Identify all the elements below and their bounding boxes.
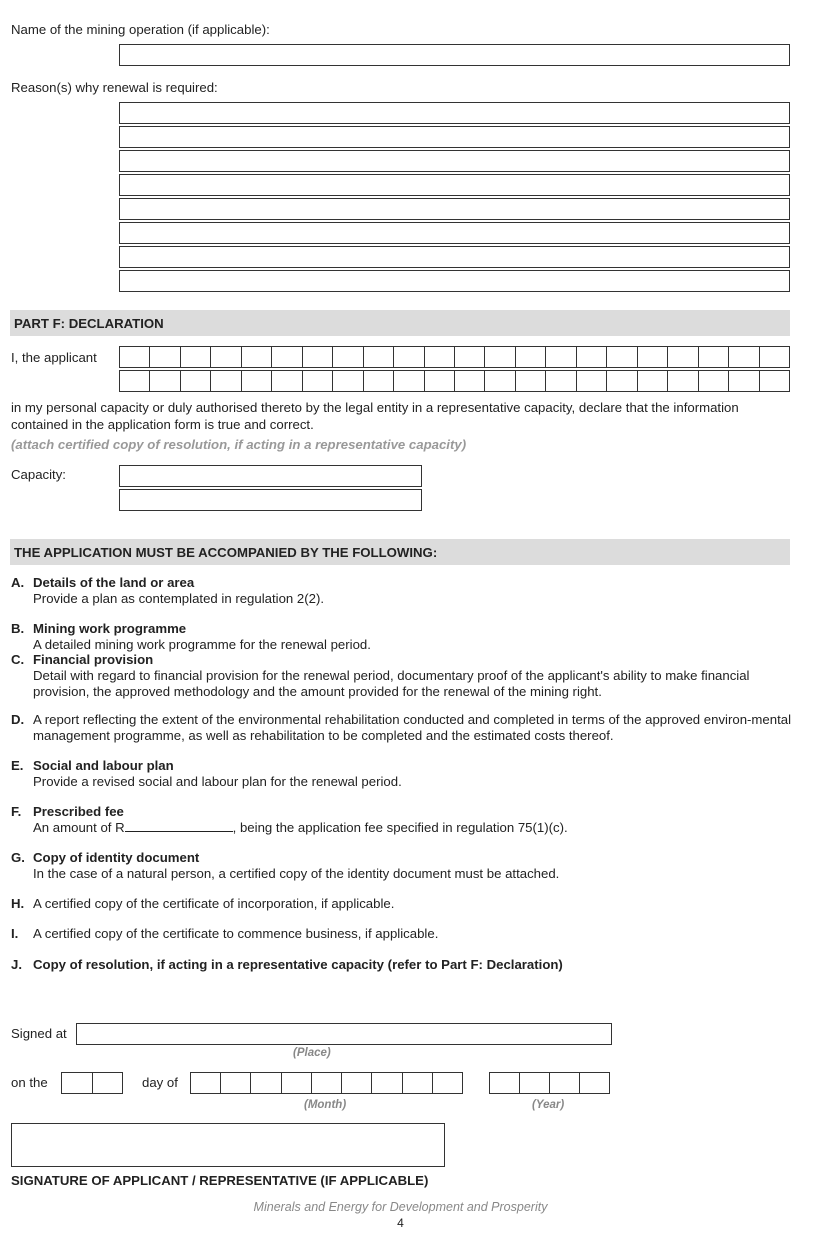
year-input-grid[interactable]: [489, 1072, 610, 1094]
item-heading: Details of the land or area: [33, 575, 195, 590]
list-item-j: [11, 957, 793, 973]
item-letter: I.: [11, 926, 19, 941]
applicant-name-grid-row-2[interactable]: [119, 370, 790, 392]
item-heading: Mining work programme: [33, 621, 187, 636]
item-letter: D.: [11, 712, 25, 727]
renewal-reasons-label: Reason(s) why renewal is required:: [11, 80, 218, 95]
fee-suffix: , being the application fee specified in regulation 75(1)(c).: [232, 820, 568, 835]
list-item-c: [11, 652, 793, 700]
item-body: Detail with regard to financial provision for the renewal period, documentary proof of the applicant's ability to make financial provision, the approved methodology and the amount provided for the renewal of the mining right.: [33, 668, 750, 699]
fee-prefix: An amount of R: [33, 820, 125, 835]
renewal-reason-line-8[interactable]: [119, 270, 790, 292]
item-heading: Financial provision: [33, 652, 154, 667]
place-hint: (Place): [293, 1047, 331, 1059]
list-item-g: [11, 850, 793, 882]
applicant-label: I, the applicant: [11, 350, 97, 365]
month-input-grid[interactable]: [190, 1072, 463, 1094]
part-f-header: [10, 310, 790, 336]
renewal-reason-line-6[interactable]: [119, 222, 790, 244]
item-letter: E.: [11, 758, 24, 773]
list-item-h: [11, 896, 793, 912]
item-body: Provide a plan as contemplated in regulation 2(2).: [33, 591, 325, 606]
item-body: In the case of a natural person, a certified copy of the identity document must be attached.: [33, 866, 560, 881]
renewal-reason-line-5[interactable]: [119, 198, 790, 220]
list-item-e: [11, 758, 793, 790]
mining-operation-input[interactable]: [119, 44, 790, 66]
item-letter: C.: [11, 652, 25, 667]
on-the-label: on the: [11, 1075, 48, 1090]
list-item-b: [11, 621, 793, 653]
fee-amount-blank[interactable]: [125, 820, 233, 832]
capacity-input-2[interactable]: [119, 489, 422, 511]
item-letter: J.: [11, 957, 22, 972]
day-of-label: day of: [142, 1075, 178, 1090]
renewal-reason-line-2[interactable]: [119, 126, 790, 148]
day-input-grid[interactable]: [61, 1072, 123, 1094]
list-item-f: [11, 804, 793, 836]
item-body: A certified copy of the certificate to commence business, if applicable.: [33, 926, 439, 941]
item-heading: Social and labour plan: [33, 758, 174, 773]
month-hint: (Month): [304, 1099, 347, 1111]
list-item-d: [11, 712, 793, 744]
renewal-reason-line-4[interactable]: [119, 174, 790, 196]
renewal-reason-line-7[interactable]: [119, 246, 790, 268]
item-heading: Copy of resolution, if acting in a representative capacity (refer to Part F: Declaration): [33, 957, 563, 972]
item-body: A certified copy of the certificate of incorporation, if applicable.: [33, 896, 395, 911]
signed-at-label: Signed at: [11, 1026, 67, 1041]
part-f-title: PART F: DECLARATION: [14, 316, 164, 331]
item-letter: F.: [11, 804, 22, 819]
page-number: 4: [397, 1216, 404, 1230]
list-item-a: [11, 575, 793, 607]
signed-place-input[interactable]: [76, 1023, 612, 1045]
list-item-i: [11, 926, 793, 942]
item-body: A detailed mining work programme for the renewal period.: [33, 637, 371, 652]
item-body: [33, 820, 793, 836]
item-letter: A.: [11, 575, 25, 590]
applicant-name-grid-row-1[interactable]: [119, 346, 790, 368]
item-body: Provide a revised social and labour plan for the renewal period.: [33, 774, 402, 789]
item-heading: Prescribed fee: [33, 804, 124, 819]
resolution-note: (attach certified copy of resolution, if acting in a representative capacity): [11, 437, 467, 452]
item-body: A report reflecting the extent of the environmental rehabilitation conducted and completed in terms of the approved environ-mental management programme, as well as rehabilitation to be completed and the estimated costs thereof.: [33, 712, 791, 743]
signature-caption: SIGNATURE OF APPLICANT / REPRESENTATIVE (IF APPLICABLE): [11, 1173, 429, 1188]
renewal-reason-line-1[interactable]: [119, 102, 790, 124]
signature-box[interactable]: [11, 1123, 445, 1167]
renewal-reason-line-3[interactable]: [119, 150, 790, 172]
accompany-header: [10, 539, 790, 565]
item-letter: H.: [11, 896, 25, 911]
capacity-label: Capacity:: [11, 467, 66, 482]
accompany-title: THE APPLICATION MUST BE ACCOMPANIED BY THE FOLLOWING:: [14, 545, 438, 560]
item-letter: B.: [11, 621, 25, 636]
year-hint: (Year): [532, 1099, 565, 1111]
capacity-input-1[interactable]: [119, 465, 422, 487]
item-heading: Copy of identity document: [33, 850, 200, 865]
item-letter: G.: [11, 850, 25, 865]
footer-slogan: Minerals and Energy for Development and Prosperity: [253, 1200, 548, 1214]
declaration-text: in my personal capacity or duly authorised thereto by the legal entity in a representative capacity, declare that the information contained in the application form is true and correct.: [11, 400, 739, 432]
mining-operation-label: Name of the mining operation (if applicable):: [11, 22, 270, 37]
